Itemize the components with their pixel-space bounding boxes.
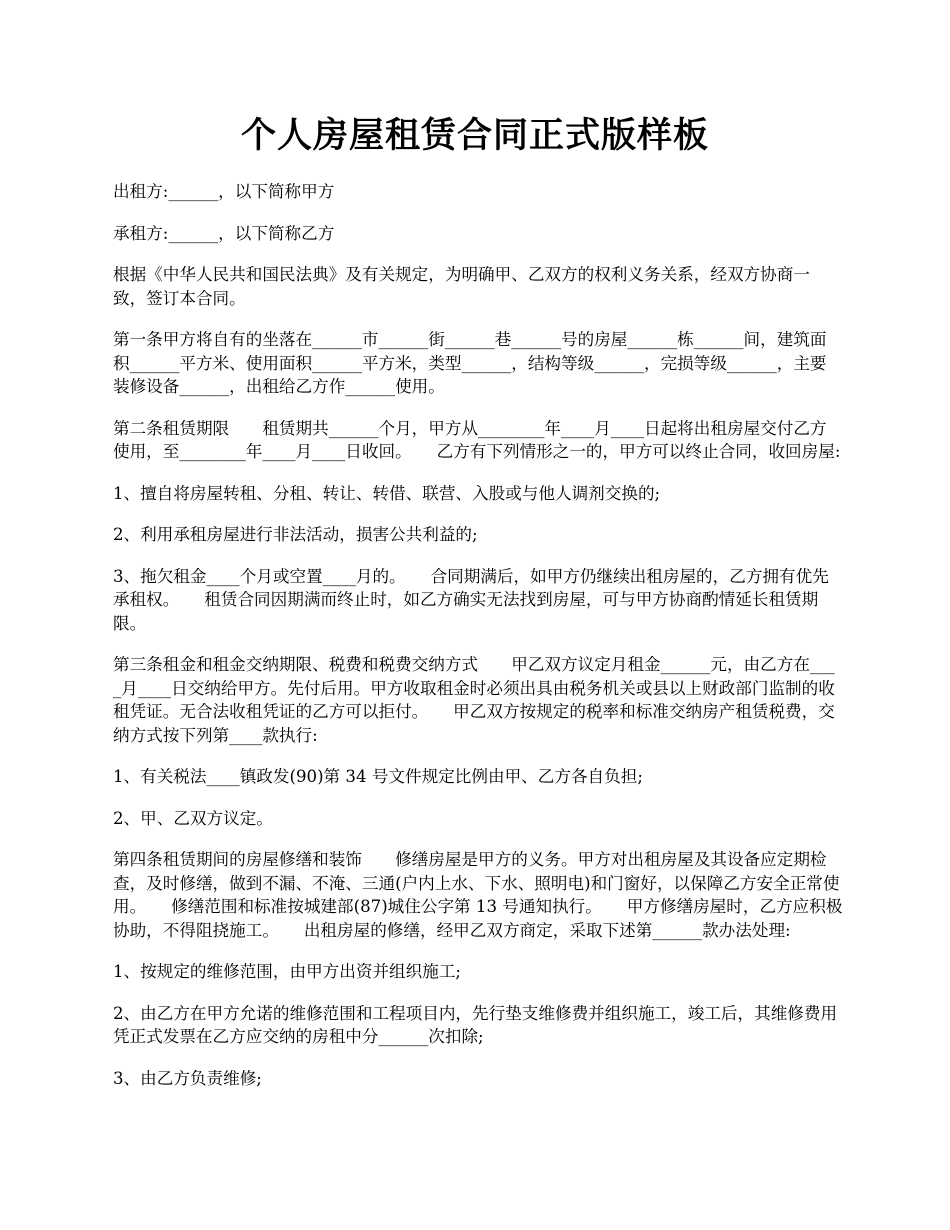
paragraph-item: 1、按规定的维修范围，由甲方出资并组织施工; (113, 962, 462, 981)
paragraph-item: 2、利用承租房屋进行非法活动，损害公共利益的; (113, 525, 478, 544)
paragraph-item: 3、拖欠租金____个月或空置____月的。 合同期满后，如甲方仍继续出租房屋的，乙方拥有优先承租权。 租赁合同因期满而终止时，如乙方确实无法找到房屋，可与甲方协商酌情延长租赁期限。 (113, 566, 829, 633)
paragraph-article-1: 第一条甲方将自有的坐落在______市______街______巷______号的房屋______栋______间，建筑面积______平方米、使用面积______平方米，类型______，结构等级______，完损等级______，主要装修设备______，出租给乙方作______使用。 (113, 330, 827, 396)
paragraph-article-3: 第三条租金和租金交纳期限、税费和税费交纳方式 甲乙双方议定月租金______元，由乙方在____月____日交纳给甲方。先付后用。甲方收取租金时必须出具由税务机关或县以上财政部门监制的收租凭证。无合法收租凭证的乙方可以拒付。 甲乙双方按规定的税率和标准交纳房产租赁税费，交纳方式按下列第____款执行: (113, 655, 835, 745)
paragraph-lessee: 承租方:______，以下简称乙方 (113, 223, 335, 243)
paragraph-article-4: 第四条租赁期间的房屋修缮和装饰 修缮房屋是甲方的义务。甲方对出租房屋及其设备应定期检查，及时修缮，做到不漏、不淹、三通(户内上水、下水、照明电)和门窗好，以保障乙方安全正常使用。 修缮范围和标准按城建部(87)城住公字第 13 号通知执行。 甲方修缮房屋时，乙方应积极协助，不得阻挠施工。 出租房屋的修缮，经甲乙双方商定，采取下述第______款办法处理: (113, 850, 843, 940)
paragraph-lessor: 出租方:______，以下简称甲方 (113, 182, 335, 201)
paragraph-item: 1、有关税法____镇政发(90)第 34 号文件规定比例由甲、乙方各自负担; (113, 767, 643, 786)
paragraph-item: 2、由乙方在甲方允诺的维修范围和工程项目内，先行垫支维修费并组织施工，竣工后，其维修费用凭正式发票在乙方应交纳的房租中分______次扣除; (113, 1003, 838, 1046)
document-body (113, 180, 843, 1108)
document-title: 个人房屋租赁合同正式版样板 (240, 115, 709, 156)
paragraph-item: 1、擅自将房屋转租、分租、转让、转借、联营、入股或与他人调剂交换的; (113, 483, 661, 503)
paragraph-preamble: 根据《中华人民共和国民法典》及有关规定，为明确甲、乙双方的权利义务关系，经双方协商一致，签订本合同。 (113, 265, 810, 308)
paragraph-article-2: 第二条租赁期限 租赁期共______个月，甲方从________年____月____日起将出租房屋交付乙方使用，至________年____月____日收回。 乙方有下列情形之一的，甲方可以终止合同，收回房屋: (113, 418, 841, 461)
paragraph-item: 2、甲、乙双方议定。 (113, 808, 273, 828)
paragraph-item: 3、由乙方负责维修; (113, 1068, 262, 1088)
